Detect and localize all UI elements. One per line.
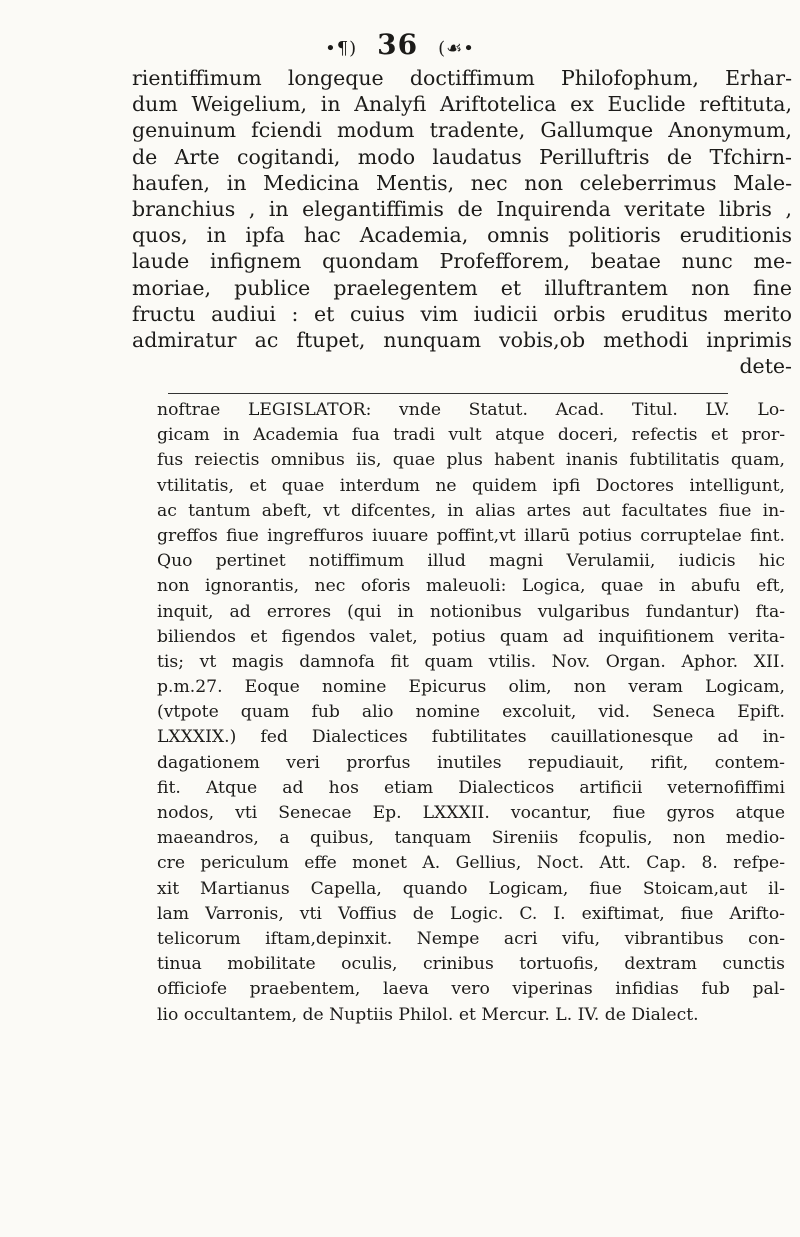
header-ornament-left: •¶) [325, 38, 358, 59]
footnote-line: non ignorantis, nec oforis maleuoli: Logica, quae in abufu eft, [157, 576, 785, 597]
footnote-line: fit. Atque ad hos etiam Dialecticos artificii veternofiffimi [157, 777, 785, 798]
footnote-line: nodos, vti Senecae Ep. LXXXII. vocantur, fiue gyros atque [157, 803, 785, 823]
footnote-line: cre periculum effe monet A. Gellius, Noct. Att. Cap. 8. refpe- [157, 853, 785, 874]
footnote-line: LXXXIX.) fed Dialectices fubtilitates cauillationesque ad in- [157, 727, 785, 748]
footnote-line: gicam in Academia fua tradi vult atque doceri, refectis et pror- [157, 425, 785, 446]
footnote-line: tinua mobilitate oculis, crinibus tortuofis, dextram cunctis [157, 954, 785, 975]
footnote-line: biliendos et figendos valet, potius quam ad inquifitionem verita- [157, 626, 785, 647]
footnote-line: inquit, ad errores (qui in notionibus vulgaribus fundantur) fta- [157, 601, 785, 622]
text-line: de Arte cogitandi, modo laudatus Perilluftris de Tfchirn- [132, 144, 792, 169]
text-line: branchius , in elegantiffimis de Inquirenda veritate libris , [132, 196, 792, 221]
footnote-line: (vtpote quam fub alio nomine excoluit, vid. Seneca Epift. [157, 702, 785, 723]
footnote-rule [168, 393, 728, 394]
text-line: fructu audiui : et cuius vim iudicii orbis eruditus merito [132, 301, 792, 326]
footnote-line: noftrae LEGISLATOR: vnde Statut. Acad. Titul. LV. Lo- [157, 400, 785, 420]
footnote-line: dagationem veri prorfus inutiles repudiauit, rifit, contem- [157, 752, 785, 773]
page-header [0, 28, 800, 61]
text-line: admiratur ac ftupet, nunquam vobis,ob methodi inprimis [132, 327, 792, 352]
text-line: laude infignem quondam Profefforem, beatae nunc me- [132, 249, 792, 274]
main-text [132, 65, 792, 379]
header-ornament-right: (☙• [438, 38, 475, 59]
footnote-line: Quo pertinet notiffimum illud magni Verulamii, iudicis hic [157, 551, 785, 572]
text-line: dum Weigelium, in Analyfi Ariftotelica ex Euclide reftituta, [132, 92, 792, 117]
text-line: genuinum fciendi modum tradente, Gallumque Anonymum, [132, 118, 792, 143]
footnote-line: maeandros, a quibus, tanquam Sireniis fcopulis, non medio- [157, 828, 785, 849]
footnote-line: telicorum iftam,depinxit. Nempe acri vifu, vibrantibus con- [157, 928, 785, 949]
footnote-line: lio occultantem, de Nuptiis Philol. et Mercur. L. IV. de Dialect. [157, 1004, 699, 1025]
text-line: quos, in ipfa hac Academia, omnis politioris eruditionis [132, 223, 792, 248]
text-line: rientiffimum longeque doctiffimum Philofophum, Erhar- [132, 66, 792, 90]
text-line: moriae, publice praelegentem et illuftrantem non fine [132, 275, 792, 300]
footnote-block [157, 398, 785, 1028]
footnote-line: fus reiectis omnibus iis, quae plus habent inanis fubtilitatis quam, [157, 450, 785, 471]
text-line: haufen, in Medicina Mentis, nec non celeberrimus Male- [132, 170, 792, 195]
footnote-line: p.m.27. Eoque nomine Epicurus olim, non veram Logicam, [157, 677, 785, 698]
footnote-line: officiofe praebentem, laeva vero viperinas infidias fub pal- [157, 979, 785, 1000]
page-number: 36 [377, 28, 419, 61]
footnote-line: xit Martianus Capella, quando Logicam, fiue Stoicam,aut il- [157, 878, 785, 899]
footnote-line: greffos fiue ingreffuros iuuare poffint,vt illarū potius corruptelae fint. [157, 525, 785, 546]
footnote-line: tis; vt magis damnofa fit quam vtilis. Nov. Organ. Aphor. XII. [157, 651, 785, 672]
catchword: dete- [739, 354, 792, 379]
footnote-line: ac tantum abeft, vt difcentes, in alias artes aut facultates fiue in- [157, 500, 785, 521]
footnote-line: lam Varronis, vti Voffius de Logic. C. I. exiftimat, fiue Arifto- [157, 903, 785, 924]
footnote-line: vtilitatis, et quae interdum ne quidem ipfi Doctores intelligunt, [157, 475, 785, 496]
